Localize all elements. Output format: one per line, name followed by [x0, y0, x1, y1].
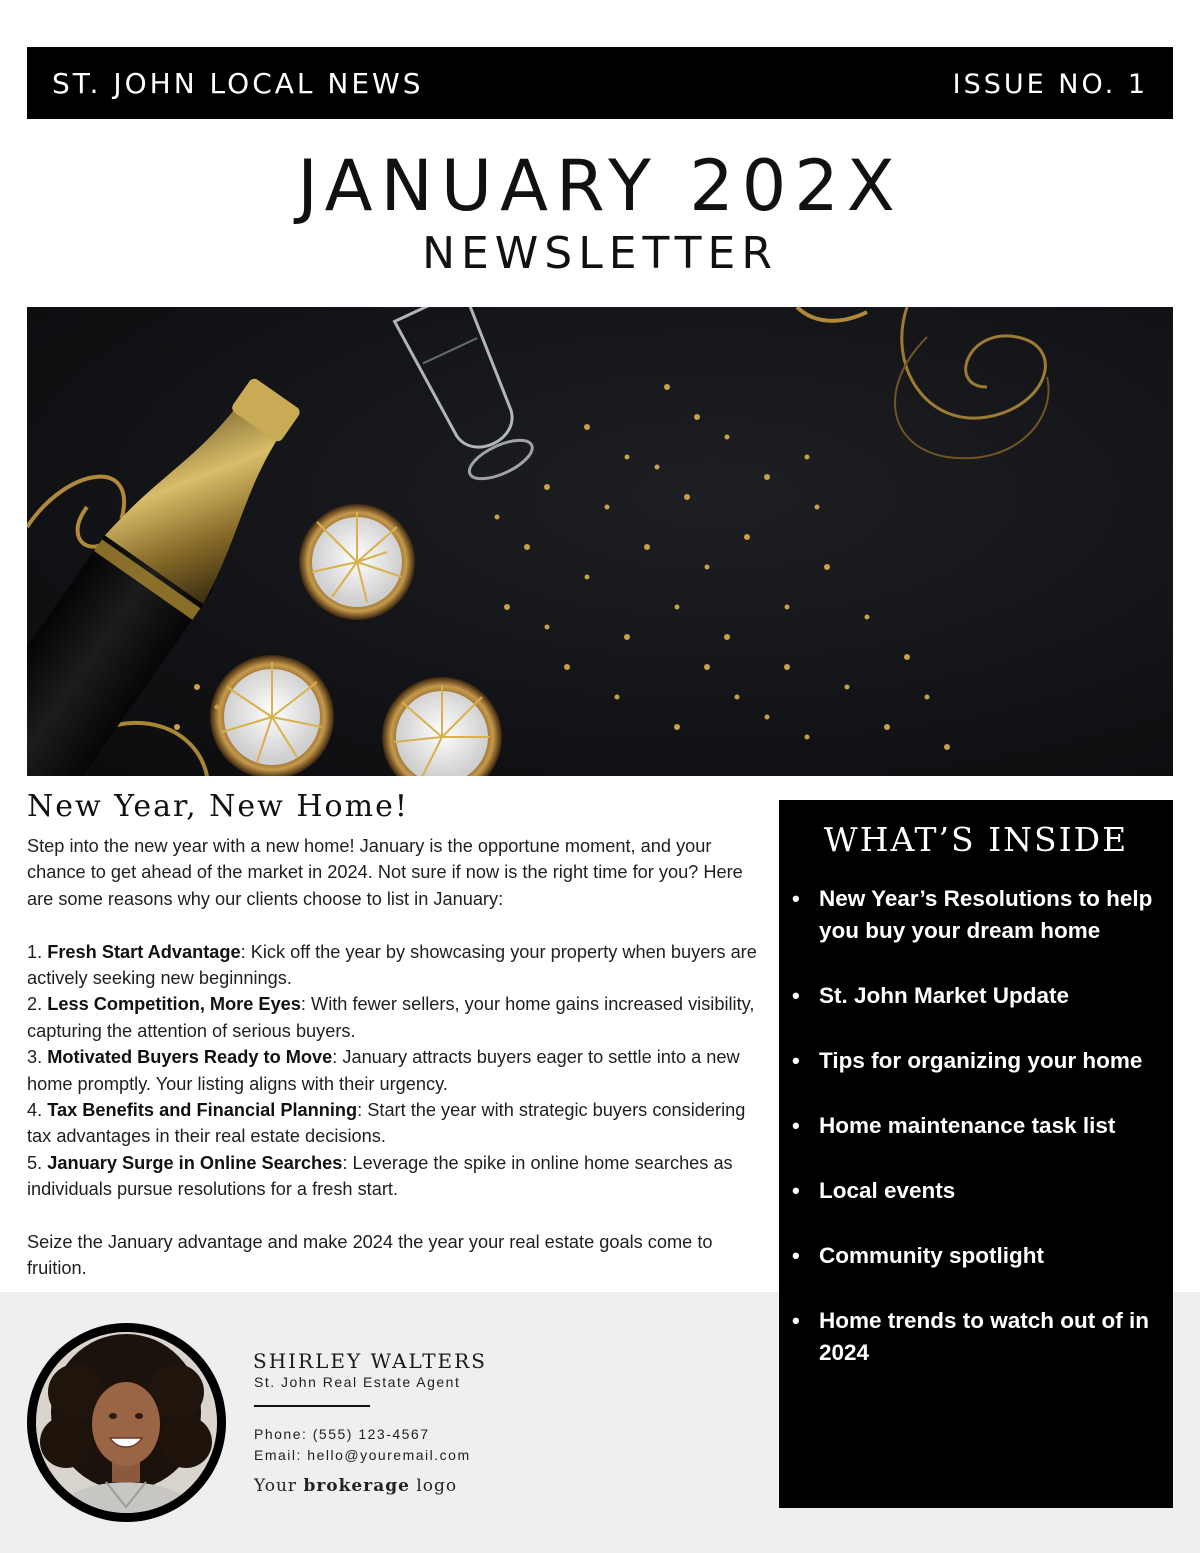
newsletter-month-title: JANUARY 202X	[297, 145, 903, 227]
inside-item: • Home maintenance task list	[819, 1110, 1159, 1142]
hero-photo	[27, 307, 1173, 776]
whats-inside-list	[819, 883, 1159, 1402]
whats-inside-title: WHAT’S INSIDE	[823, 820, 1129, 859]
inside-item: • Tips for organizing your home	[819, 1045, 1159, 1077]
brokerage-logo-placeholder: Your brokerage logo	[254, 1476, 458, 1496]
reason-item: 2. Less Competition, More Eyes: With fewer sellers, your home gains increased visibility, capturing the attention of serious buyers.	[27, 994, 755, 1041]
article-body	[27, 833, 762, 1282]
agent-divider	[254, 1405, 370, 1407]
article-title: New Year, New Home!	[27, 789, 409, 824]
agent-email: Email: hello@youremail.com	[254, 1447, 471, 1463]
reason-item: 3. Motivated Buyers Ready to Move: January attracts buyers eager to settle into a new home promptly. Your listing aligns with their urgency.	[27, 1047, 740, 1094]
inside-item: • Community spotlight	[819, 1240, 1159, 1272]
champagne-celebration-illustration	[27, 307, 1173, 776]
inside-item: • Home trends to watch out of in 2024	[819, 1305, 1159, 1369]
inside-item: • New Year’s Resolutions to help you buy your dream home	[819, 883, 1159, 947]
reason-item: 1. Fresh Start Advantage: Kick off the year by showcasing your property when buyers are actively seeking new beginnings.	[27, 941, 757, 989]
agent-avatar	[27, 1323, 226, 1522]
inside-item: • St. John Market Update	[819, 980, 1159, 1012]
reason-item: 5. January Surge in Online Searches: Leverage the spike in online home searches as individuals pursue resolutions for a fresh start.	[27, 1152, 733, 1200]
agent-name: SHIRLEY WALTERS	[253, 1349, 487, 1373]
publication-name: ST. JOHN LOCAL NEWS	[52, 67, 424, 100]
agent-role: St. John Real Estate Agent	[254, 1374, 461, 1390]
agent-portrait-photo	[36, 1332, 217, 1513]
top-banner	[27, 47, 1173, 119]
article-closing: Seize the January advantage and make 2024 the year your real estate goals come to fruition.	[27, 1232, 713, 1279]
issue-number: ISSUE NO. 1	[952, 69, 1148, 100]
reason-item: 4. Tax Benefits and Financial Planning: Start the year with strategic buyers considering tax advantages in their real estate decisions.	[27, 1100, 746, 1147]
whats-inside-panel	[779, 800, 1173, 1508]
agent-phone: Phone: (555) 123-4567	[254, 1426, 430, 1442]
inside-item: • Local events	[819, 1175, 1159, 1207]
newsletter-subtitle: NEWSLETTER	[422, 228, 778, 279]
article-intro: Step into the new year with a new home! January is the opportune moment, and your chance to get ahead of the market in 2024. Not sure if now is the right time for you? Here are some reasons why our clients choose to list in January:	[27, 836, 743, 909]
